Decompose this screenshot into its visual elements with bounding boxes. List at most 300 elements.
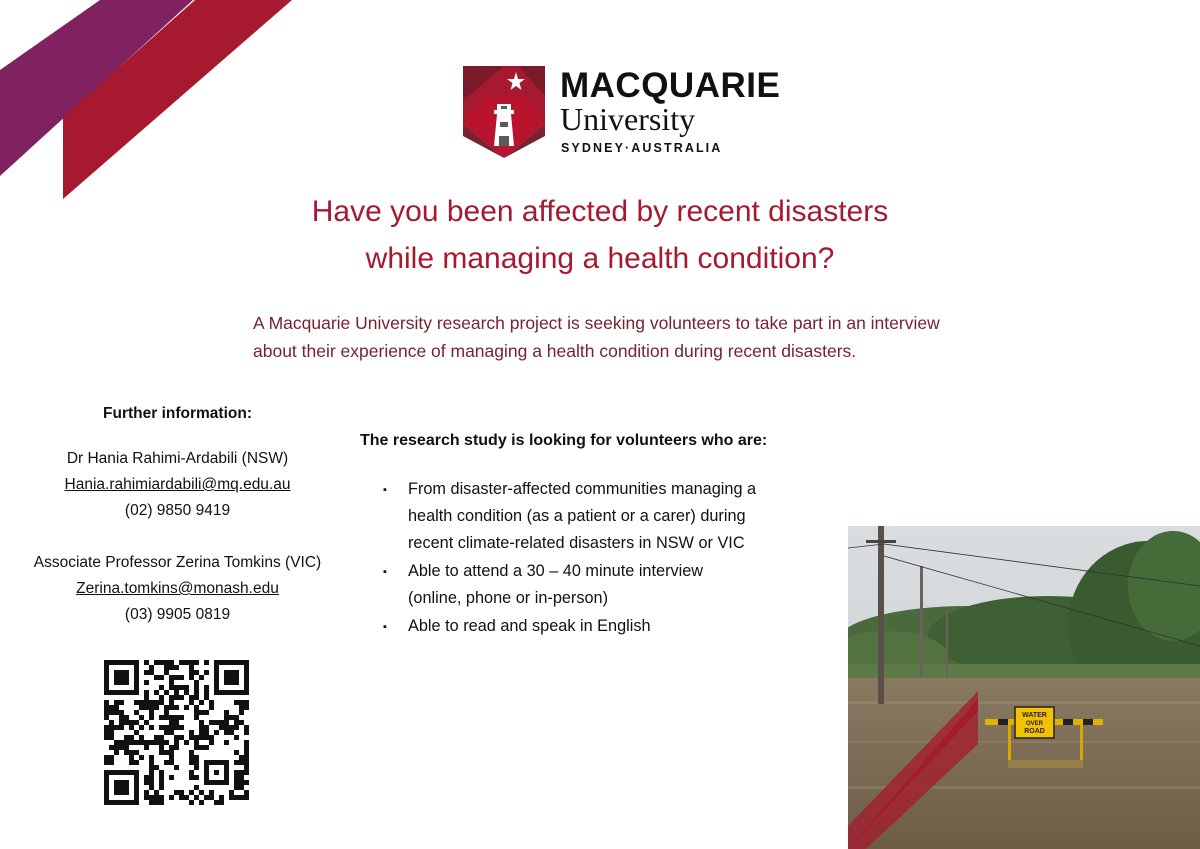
flood-photo	[848, 526, 1200, 849]
qr-module	[174, 705, 179, 710]
qr-module	[184, 740, 189, 745]
qr-module	[224, 730, 229, 735]
qr-module	[104, 705, 109, 710]
qr-module	[209, 700, 214, 705]
qr-module	[169, 795, 174, 800]
qr-module	[149, 705, 154, 710]
qr-module	[159, 700, 164, 705]
qr-module	[174, 790, 179, 795]
sign-text: WATER	[1022, 712, 1047, 719]
qr-module	[134, 710, 139, 715]
qr-module	[199, 800, 204, 805]
qr-module	[144, 680, 149, 685]
qr-module	[144, 790, 149, 795]
qr-module	[164, 725, 169, 730]
qr-module	[209, 795, 214, 800]
qr-module	[199, 675, 204, 680]
qr-module	[239, 710, 244, 715]
qr-module	[189, 695, 194, 700]
qr-module	[234, 750, 239, 755]
qr-module	[179, 790, 184, 795]
qr-module	[154, 800, 159, 805]
qr-module	[229, 730, 234, 735]
qr-module	[134, 750, 139, 755]
qr-module	[169, 685, 174, 690]
qr-module	[164, 690, 169, 695]
qr-module	[129, 725, 134, 730]
qr-module	[159, 715, 164, 720]
qr-module	[149, 760, 154, 765]
qr-module	[239, 770, 244, 775]
criteria-text: From disaster-affected communities managing a	[408, 480, 757, 498]
qr-module	[224, 740, 229, 745]
qr-module	[144, 690, 149, 695]
qr-module	[179, 735, 184, 740]
qr-module	[194, 775, 199, 780]
qr-module	[234, 775, 239, 780]
qr-module	[204, 735, 209, 740]
qr-module	[139, 705, 144, 710]
contact-email	[0, 581, 355, 597]
qr-module	[169, 720, 174, 725]
qr-module	[119, 715, 124, 720]
qr-module	[119, 745, 124, 750]
qr-module	[164, 760, 169, 765]
qr-module	[189, 700, 194, 705]
qr-module	[194, 705, 199, 710]
qr-module	[179, 660, 184, 665]
qr-module	[244, 790, 249, 795]
qr-module	[204, 660, 209, 665]
qr-module	[174, 725, 179, 730]
qr-module	[179, 795, 184, 800]
qr-module	[169, 775, 174, 780]
qr-module	[124, 750, 129, 755]
qr-module	[209, 705, 214, 710]
qr-module	[159, 675, 164, 680]
qr-module	[104, 730, 109, 735]
criteria-text: health condition (as a patient or a carer) during	[408, 507, 746, 525]
qr-module	[159, 785, 164, 790]
qr-module	[199, 790, 204, 795]
qr-module	[214, 720, 219, 725]
qr-module	[164, 705, 169, 710]
qr-module	[169, 660, 174, 665]
qr-module	[154, 740, 159, 745]
qr-module	[194, 710, 199, 715]
qr-module	[209, 740, 214, 745]
qr-module	[159, 735, 164, 740]
qr-module	[159, 685, 164, 690]
qr-module	[219, 720, 224, 725]
qr-module	[204, 795, 209, 800]
qr-module	[114, 750, 119, 755]
qr-module	[154, 675, 159, 680]
qr-module	[174, 665, 179, 670]
qr-module	[179, 715, 184, 720]
qr-module	[204, 725, 209, 730]
qr-module	[159, 800, 164, 805]
qr-module	[209, 790, 214, 795]
qr-module	[159, 660, 164, 665]
qr-module	[189, 775, 194, 780]
qr-module	[234, 785, 239, 790]
qr-module	[169, 730, 174, 735]
qr-module	[199, 745, 204, 750]
qr-module	[244, 730, 249, 735]
further-info-heading: Further information:	[103, 405, 252, 422]
qr-module	[134, 720, 139, 725]
qr-module	[109, 725, 114, 730]
qr-module	[194, 670, 199, 675]
qr-module	[159, 775, 164, 780]
qr-module	[119, 740, 124, 745]
qr-module	[199, 730, 204, 735]
qr-module	[144, 795, 149, 800]
qr-module	[184, 685, 189, 690]
qr-module	[139, 725, 144, 730]
qr-module	[179, 685, 184, 690]
qr-module	[149, 740, 154, 745]
email-link[interactable]: Zerina.tomkins@monash.edu	[76, 580, 279, 597]
qr-module	[154, 690, 159, 695]
contact-email	[0, 477, 355, 493]
qr-module	[239, 720, 244, 725]
qr-module	[109, 755, 114, 760]
qr-module	[179, 675, 184, 680]
qr-module	[144, 720, 149, 725]
qr-module	[224, 710, 229, 715]
qr-module	[149, 795, 154, 800]
qr-module	[159, 745, 164, 750]
logo-location: SYDNEY·AUSTRALIA	[561, 141, 723, 155]
sign-text: OVER	[1025, 721, 1044, 727]
headline-line-1: Have you been affected by recent disasters	[311, 195, 889, 228]
qr-module	[189, 670, 194, 675]
sign-text: ROAD	[1024, 728, 1045, 735]
qr-module	[169, 675, 174, 680]
qr-module	[194, 685, 199, 690]
qr-module	[159, 740, 164, 745]
qr-module	[194, 785, 199, 790]
qr-module	[194, 795, 199, 800]
qr-module	[149, 725, 154, 730]
qr-module	[149, 710, 154, 715]
qr-module	[149, 670, 154, 675]
qr-module	[189, 790, 194, 795]
qr-module	[189, 675, 194, 680]
qr-module	[244, 750, 249, 755]
qr-module	[204, 685, 209, 690]
qr-module	[174, 720, 179, 725]
qr-module	[164, 670, 169, 675]
qr-module	[144, 740, 149, 745]
qr-module	[109, 760, 114, 765]
qr-module	[194, 735, 199, 740]
qr-module	[189, 770, 194, 775]
qr-module	[194, 745, 199, 750]
qr-module	[229, 715, 234, 720]
qr-module	[114, 725, 119, 730]
qr-module	[129, 755, 134, 760]
criteria-text: Able to read and speak in English	[408, 617, 651, 635]
qr-module	[219, 725, 224, 730]
qr-module	[244, 740, 249, 745]
qr-module	[184, 660, 189, 665]
qr-module	[114, 705, 119, 710]
qr-module	[194, 680, 199, 685]
qr-module	[194, 660, 199, 665]
qr-module	[239, 780, 244, 785]
qr-module	[194, 690, 199, 695]
qr-module	[134, 730, 139, 735]
qr-module	[144, 695, 149, 700]
qr-module	[109, 705, 114, 710]
qr-module	[194, 760, 199, 765]
qr-module	[169, 665, 174, 670]
qr-module	[129, 760, 134, 765]
qr-module	[229, 790, 234, 795]
qr-module	[139, 740, 144, 745]
qr-module	[234, 715, 239, 720]
qr-module	[199, 725, 204, 730]
qr-module	[104, 710, 109, 715]
qr-module	[204, 710, 209, 715]
qr-code-icon[interactable]	[104, 660, 249, 805]
qr-module	[189, 750, 194, 755]
qr-module	[114, 700, 119, 705]
qr-module	[134, 700, 139, 705]
qr-module	[234, 780, 239, 785]
qr-module	[149, 715, 154, 720]
qr-module	[104, 725, 109, 730]
qr-module	[119, 725, 124, 730]
qr-module	[149, 785, 154, 790]
qr-module	[234, 720, 239, 725]
qr-module	[189, 665, 194, 670]
qr-module	[164, 730, 169, 735]
qr-module	[189, 735, 194, 740]
qr-module	[229, 725, 234, 730]
contact-phone: (03) 9905 0819	[124, 606, 231, 623]
headline-line-2: while managing a health condition?	[365, 242, 835, 275]
qr-module	[164, 660, 169, 665]
email-link[interactable]: Hania.rahimiardabili@mq.edu.au	[64, 476, 291, 493]
qr-module	[159, 725, 164, 730]
qr-module	[159, 795, 164, 800]
intro-line-2: about their experience of managing a health condition during recent disasters.	[253, 341, 857, 361]
qr-module	[244, 725, 249, 730]
qr-module	[224, 725, 229, 730]
qr-module	[119, 710, 124, 715]
qr-module	[164, 740, 169, 745]
qr-module	[194, 695, 199, 700]
qr-module	[244, 760, 249, 765]
qr-module	[144, 660, 149, 665]
qr-module	[114, 745, 119, 750]
qr-module	[159, 750, 164, 755]
qr-module	[229, 795, 234, 800]
qr-module	[109, 735, 114, 740]
qr-module	[149, 780, 154, 785]
qr-module	[234, 735, 239, 740]
qr-module	[189, 755, 194, 760]
bullet-icon: ▪	[383, 621, 387, 633]
qr-module	[174, 685, 179, 690]
qr-module	[154, 795, 159, 800]
qr-module	[119, 720, 124, 725]
qr-module	[159, 695, 164, 700]
qr-module	[114, 740, 119, 745]
qr-module	[169, 755, 174, 760]
qr-module	[139, 735, 144, 740]
qr-module	[199, 735, 204, 740]
qr-module	[104, 760, 109, 765]
qr-module	[169, 760, 174, 765]
qr-module	[209, 720, 214, 725]
qr-module	[224, 715, 229, 720]
qr-module	[219, 800, 224, 805]
qr-module	[104, 755, 109, 760]
qr-module	[199, 720, 204, 725]
qr-module	[169, 750, 174, 755]
qr-module	[109, 745, 114, 750]
qr-module	[129, 740, 134, 745]
qr-module	[174, 765, 179, 770]
qr-module	[174, 745, 179, 750]
qr-module	[189, 760, 194, 765]
qr-module	[239, 775, 244, 780]
qr-module	[154, 700, 159, 705]
qr-module	[234, 795, 239, 800]
qr-module	[109, 730, 114, 735]
qr-module	[174, 690, 179, 695]
qr-module	[239, 705, 244, 710]
qr-module	[159, 770, 164, 775]
qr-module	[144, 745, 149, 750]
qr-module	[189, 730, 194, 735]
qr-module	[194, 715, 199, 720]
qr-module	[164, 715, 169, 720]
qr-module	[149, 755, 154, 760]
qr-module	[239, 795, 244, 800]
qr-module	[139, 755, 144, 760]
qr-module	[109, 710, 114, 715]
qr-module	[239, 760, 244, 765]
qr-module	[244, 780, 249, 785]
qr-module	[194, 765, 199, 770]
qr-module	[204, 745, 209, 750]
qr-module	[154, 705, 159, 710]
qr-module	[104, 735, 109, 740]
qr-module	[244, 700, 249, 705]
qr-module	[124, 735, 129, 740]
contact-name: Associate Professor Zerina Tomkins (VIC)	[33, 554, 322, 571]
qr-module	[149, 770, 154, 775]
qr-module	[219, 795, 224, 800]
qr-module	[234, 770, 239, 775]
qr-module	[124, 715, 129, 720]
qr-module	[144, 775, 149, 780]
qr-module	[199, 710, 204, 715]
qr-module	[129, 720, 134, 725]
qr-module	[164, 665, 169, 670]
qr-module	[164, 710, 169, 715]
qr-module	[154, 735, 159, 740]
contact-name: Dr Hania Rahimi-Ardabili (NSW)	[66, 450, 289, 467]
qr-module	[139, 715, 144, 720]
qr-module	[239, 755, 244, 760]
qr-module	[164, 750, 169, 755]
bullet-icon: ▪	[383, 566, 387, 578]
qr-module	[174, 735, 179, 740]
qr-module	[244, 705, 249, 710]
qr-module	[214, 800, 219, 805]
qr-module	[174, 715, 179, 720]
logo-university: University	[560, 101, 696, 137]
qr-module	[144, 700, 149, 705]
qr-module	[239, 700, 244, 705]
qr-module	[169, 695, 174, 700]
qr-module	[124, 720, 129, 725]
qr-module	[154, 790, 159, 795]
qr-module	[179, 725, 184, 730]
qr-module	[144, 780, 149, 785]
qr-module	[169, 715, 174, 720]
qr-module	[194, 740, 199, 745]
qr-module	[244, 755, 249, 760]
qr-module	[104, 700, 109, 705]
qr-module	[169, 705, 174, 710]
qr-module	[184, 705, 189, 710]
qr-module	[244, 795, 249, 800]
qr-module	[234, 725, 239, 730]
qr-module	[204, 730, 209, 735]
qr-module	[174, 740, 179, 745]
qr-module	[149, 800, 154, 805]
qr-module	[124, 740, 129, 745]
qr-module	[234, 700, 239, 705]
qr-module	[189, 660, 194, 665]
qr-module	[194, 755, 199, 760]
qr-module	[184, 795, 189, 800]
qr-module	[244, 765, 249, 770]
qr-module	[129, 735, 134, 740]
qr-module	[134, 760, 139, 765]
qr-module	[129, 750, 134, 755]
criteria-text: (online, phone or in-person)	[408, 589, 609, 607]
intro-line-1: A Macquarie University research project is seeking volunteers to take part in an interview	[253, 313, 940, 333]
qr-module	[209, 735, 214, 740]
qr-module	[199, 700, 204, 705]
qr-module	[114, 710, 119, 715]
qr-module	[169, 745, 174, 750]
qr-module	[149, 700, 154, 705]
qr-module	[159, 780, 164, 785]
qr-module	[144, 670, 149, 675]
qr-module	[139, 700, 144, 705]
qr-module	[144, 705, 149, 710]
qr-module	[234, 760, 239, 765]
qr-module	[214, 730, 219, 735]
qr-module	[224, 720, 229, 725]
lighthouse-shield-icon	[463, 66, 545, 158]
qr-module	[204, 695, 209, 700]
qr-module	[169, 680, 174, 685]
qr-module	[174, 675, 179, 680]
qr-module	[169, 700, 174, 705]
qr-module	[149, 665, 154, 670]
